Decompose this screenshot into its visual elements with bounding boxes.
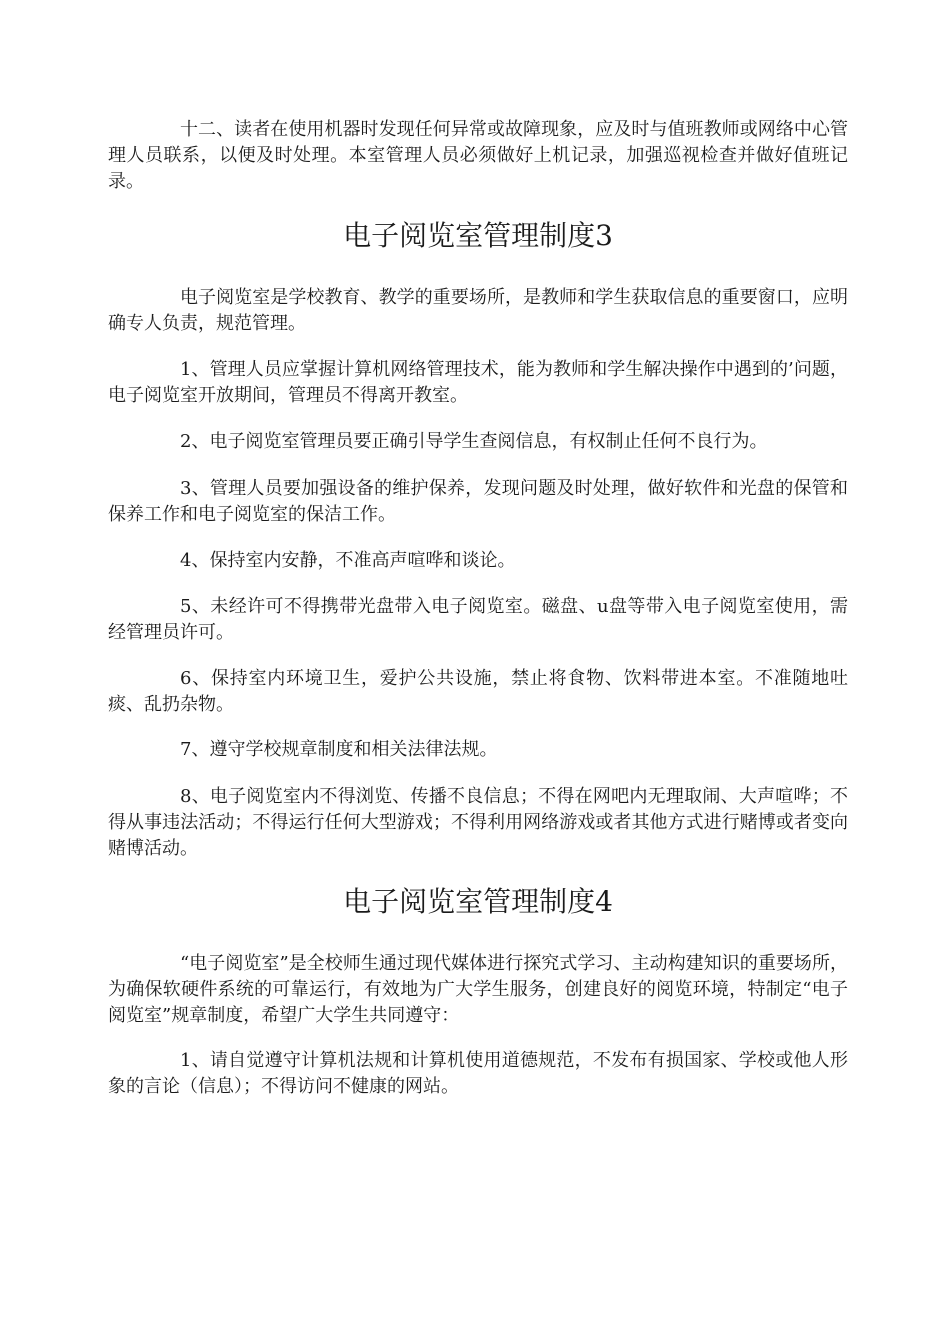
paragraph-rule-6: 6、保持室内环境卫生，爱护公共设施，禁止将食物、饮料带进本室。不准随地吐痰、乱扔杂物。 [108,668,848,715]
paragraph-intro-4: “电子阅览室”是全校师生通过现代媒体进行探究式学习、主动构建知识的重要场所，为确保软硬件系统的可靠运行，有效地为广大学生服务，创建良好的阅览环境，特制定“电子阅览室”规章制度，希望广大学生共同遵守： [108,953,848,1026]
paragraph-rule-3: 3、管理人员要加强设备的维护保养，发现问题及时处理，做好软件和光盘的保管和保养工作和电子阅览室的保洁工作。 [108,478,848,525]
paragraph-rule-4-1: 1、请自觉遵守计算机法规和计算机使用道德规范，不发布有损国家、学校或他人形象的言论（信息）；不得访问不健康的网站。 [108,1050,848,1097]
paragraph-rule-1: 1、管理人员应掌握计算机网络管理技术，能为教师和学生解决操作中遇到的’问题，电子阅览室开放期间，管理员不得离开教室。 [108,359,848,406]
heading-regulation-4: 电子阅览室管理制度4 [343,885,613,918]
paragraph-rule-7: 7、遵守学校规章制度和相关法律法规。 [180,739,498,760]
paragraph-rule-4: 4、保持室内安静，不准高声喧哗和谈论。 [180,550,516,571]
heading-regulation-3: 电子阅览室管理制度3 [343,219,613,252]
paragraph-rule-8: 8、电子阅览室内不得浏览、传播不良信息；不得在网吧内无理取闹、大声喧哗；不得从事违法活动；不得运行任何大型游戏；不得利用网络游戏或者其他方式进行赌博或者变向赌博活动。 [108,786,848,859]
paragraph-intro-3: 电子阅览室是学校教育、教学的重要场所，是教师和学生获取信息的重要窗口，应明确专人负责，规范管理。 [108,287,848,334]
paragraph-rule-2: 2、电子阅览室管理员要正确引导学生查阅信息，有权制止任何不良行为。 [180,431,768,452]
paragraph-rule-5: 5、未经许可不得携带光盘带入电子阅览室。磁盘、u盘等带入电子阅览室使用，需经管理员许可。 [108,596,848,643]
paragraph-item-12: 十二、读者在使用机器时发现任何异常或故障现象，应及时与值班教师或网络中心管理人员联系，以便及时处理。本室管理人员必须做好上机记录，加强巡视检查并做好值班记录。 [108,119,848,192]
